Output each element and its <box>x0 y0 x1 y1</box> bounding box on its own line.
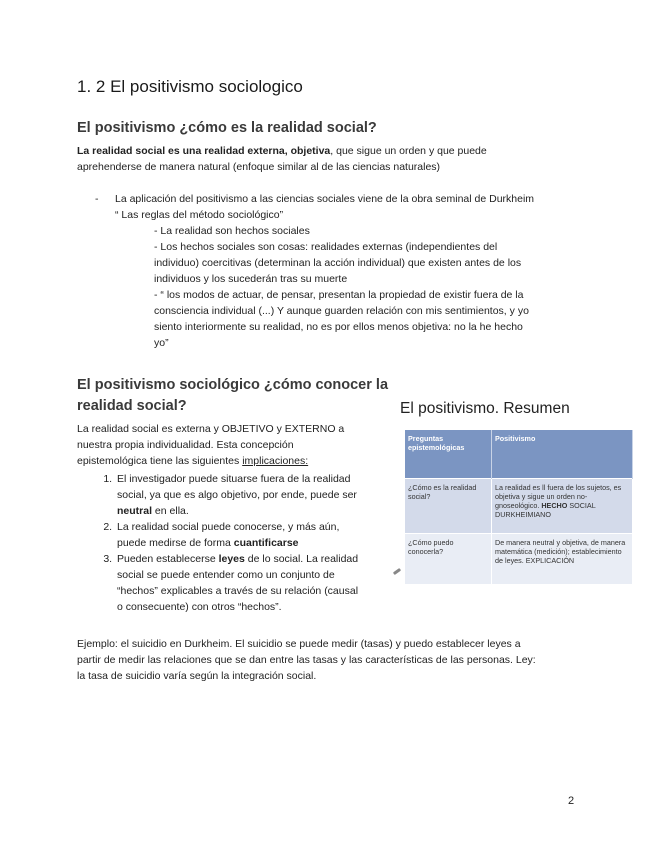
section-title: 1. 2 El positivismo sociologico <box>77 77 303 96</box>
intro-rest: , que sigue un orden y que puede <box>330 145 487 157</box>
sub-item-3 <box>95 287 595 351</box>
row2-answer: De manera neutral y objetiva, de manera matemática (medición); establecimiento de leyes. EXPLICACIÓN <box>492 534 633 585</box>
table-row <box>405 479 633 534</box>
item1-line-c-rest: en ella. <box>152 505 189 517</box>
table-header-preguntas: Preguntas epistemológicas <box>405 430 492 479</box>
example-paragraph <box>77 636 597 684</box>
intro-bold: La realidad social es una realidad externa, objetiva <box>77 145 331 157</box>
list-item-2 <box>115 519 387 551</box>
row2-question: ¿Cómo puedo conocerla? <box>405 534 492 585</box>
implicaciones-underlined: implicaciones: <box>242 455 309 467</box>
sub-item-2 <box>95 239 595 287</box>
example-line-2: partir de medir las relaciones que se dan entre las tasas y las características de las personas. Ley: <box>77 654 536 666</box>
para2-line-1: La realidad social es externa y OBJETIVO y EXTERNO a <box>77 423 345 435</box>
intro-line-2: aprehenderse de manera natural (enfoque similar al de las ciencias naturales) <box>77 161 441 173</box>
intro-line-1 <box>77 143 597 159</box>
list-item-3 <box>115 551 387 615</box>
table-header-positivismo: Positivismo <box>492 430 633 479</box>
item1-line-c <box>117 503 387 519</box>
bullet-line-1: La aplicación del positivismo a las ciencias sociales viene de la obra seminal de Durkheim <box>115 193 535 205</box>
row1-question: ¿Cómo es la realidad social? <box>405 479 492 534</box>
intro-paragraph <box>77 143 597 175</box>
sub-item-2-line-c: individuos y los sucederán tras su muerte <box>154 273 348 285</box>
para2-line-3-text: epistemológica tiene las siguientes <box>77 455 243 467</box>
sub-item-3-line-c: siento interiormente su realidad, no es por ellos menos objetiva: no la he hecho <box>154 321 523 333</box>
resumen-title: El positivismo. Resumen <box>400 400 570 417</box>
neutral-bold: neutral <box>117 505 153 517</box>
item3-line-a <box>117 551 387 567</box>
bullet-line-2: “ Las reglas del método sociológico” <box>115 209 284 221</box>
item1-line-a: 1. El investigador puede situarse fuera de la realidad <box>117 473 351 485</box>
table-row <box>405 534 633 585</box>
para2-line-3 <box>77 453 387 469</box>
sub-item-3-line-d: yo” <box>154 337 169 349</box>
item3-line-a-post: de lo social. La realidad <box>244 553 359 565</box>
implicaciones-list <box>77 471 387 615</box>
sub-item-1: - La realidad son hechos sociales <box>154 225 310 237</box>
row1-answer-post: SOCIAL DURKHEIMIANO <box>495 501 596 519</box>
heading-realidad-social: El positivismo ¿cómo es la realidad social? <box>77 120 377 136</box>
list-item-1 <box>115 471 387 519</box>
heading-conocer-line-1: El positivismo sociológico ¿cómo conocer la <box>77 377 389 393</box>
bullet-dash: - <box>95 193 99 205</box>
example-line-3: la tasa de suicidio varía según la integración social. <box>77 670 317 682</box>
sub-item-3-line-b: consciencia individual (...) Y aunque guarden relación con mis sentimientos, y yo <box>154 305 529 317</box>
heading-conocer-line-2: realidad social? <box>77 398 187 414</box>
item2-line-a: 2. La realidad social puede conocerse, y más aún, <box>117 521 340 533</box>
item3-line-d: o consecuente) con otros “hechos”. <box>117 601 282 613</box>
row1-answer-bold: HECHO <box>541 501 568 510</box>
row1-answer-pre: La realidad es ll fuera de los sujetos, es objetiva y sigue un orden no-gnoseológico. <box>495 483 622 510</box>
sub-item-3-line-a: - “ los modos de actuar, de pensar, presentan la propiedad de existir fuera de la <box>154 289 524 301</box>
item3-line-c: “hechos” explicables a través de su relación (causal <box>117 585 359 597</box>
pencil-mark-icon <box>393 568 401 575</box>
para-realidad-externa <box>77 421 387 469</box>
heading-conocer-realidad <box>77 375 388 417</box>
item2-line-b-pre: puede medirse de forma <box>117 537 234 549</box>
item2-line-b <box>117 535 387 551</box>
leyes-bold: leyes <box>218 553 245 565</box>
resumen-table <box>405 430 633 584</box>
sub-item-2-line-b: individuo) coercitivas (determinan la acción individual) que existen antes de los <box>154 257 522 269</box>
bullet-block <box>95 191 595 351</box>
item1-line-b: social, ya que es algo objetivo, por ende, puede ser <box>117 489 357 501</box>
sub-item-2-line-a: - Los hechos sociales son cosas: realidades externas (independientes del <box>154 241 498 253</box>
row1-answer <box>492 479 633 534</box>
item3-line-a-pre: Pueden establecerse <box>117 553 219 565</box>
para2-line-2: nuestra propia individualidad. Esta concepción <box>77 439 294 451</box>
cuantificarse-bold: cuantificarse <box>233 537 299 549</box>
item3-line-b: social se puede entender como un conjunto de <box>117 569 335 581</box>
page-number: 2 <box>568 795 575 807</box>
example-line-1: Ejemplo: el suicidio en Durkheim. El suicidio se puede medir (tasas) y puedo establecer leyes a <box>77 638 521 650</box>
